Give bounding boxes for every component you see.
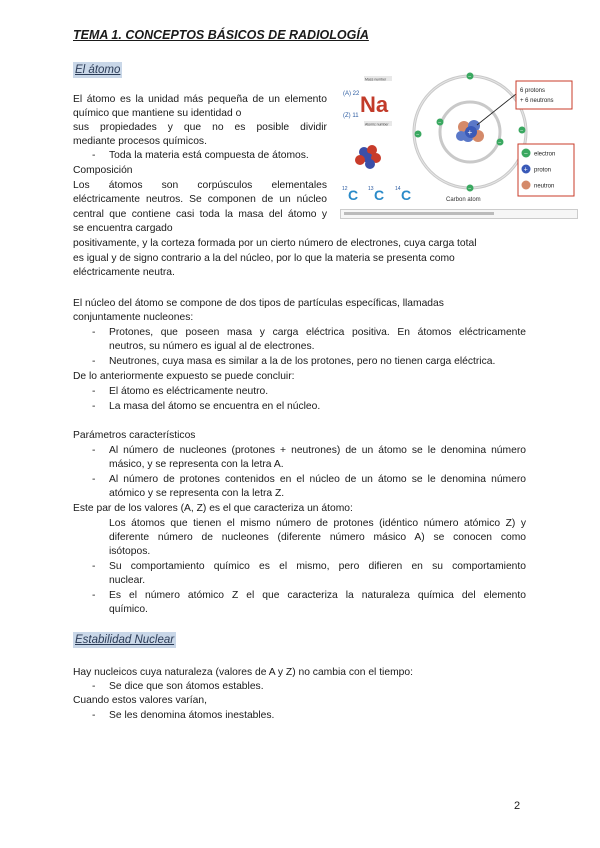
composicion-line-4: se encuentra cargado [73, 223, 173, 234]
bullet-dash: - [92, 150, 96, 161]
svg-text:+: + [523, 166, 528, 174]
parametros-bullet-1b: másico, y se representa con la letra A. [109, 459, 284, 470]
nucleus-label-box [516, 81, 572, 109]
svg-text:–: – [524, 151, 528, 158]
section-heading-atomo: El átomo [75, 64, 121, 76]
bullet-dash: - [92, 445, 96, 456]
figure-caption-bar [340, 209, 578, 219]
isotope-c13-mass: 13 [368, 186, 374, 192]
intro-bullet-1: Toda la materia está compuesta de átomos. [109, 150, 309, 161]
bullet-dash: - [92, 710, 96, 721]
parametros-bullet-2b: atómico y se representa con la letra Z. [109, 488, 285, 499]
bullet-dash: - [92, 590, 96, 601]
parametros-bullet-3a: Su comportamiento químico es el mismo, pero difieren en su comportamiento [109, 561, 526, 572]
svg-text:–: – [468, 74, 472, 80]
composicion-line-5: positivamente, y la corteza formada por un cierto número de electrones, cuya carga total [73, 238, 477, 249]
bullet-dash: - [92, 561, 96, 572]
parametros-bullet-3b: nuclear. [109, 575, 146, 586]
atom-figure [340, 70, 576, 220]
bullet-dash: - [92, 401, 96, 412]
carbon-atom-diagram [414, 73, 526, 204]
atom-caption: Carbon atom [446, 197, 481, 203]
isotope-c13-symbol: C [374, 187, 385, 203]
atomic-number-label: (Z) 11 [343, 113, 359, 119]
svg-text:+: + [467, 128, 473, 137]
isotope-c14-symbol: C [401, 187, 412, 203]
intro-line-1: El átomo es la unidad más pequeña de un elemento [73, 94, 327, 105]
mass-number-label: (A) 22 [343, 91, 360, 97]
intro-line-4: mediante procesos químicos. [73, 136, 207, 147]
estabilidad-line-2: Cuando estos valores varían, [73, 695, 207, 706]
atomic-note: Atomic number [365, 122, 389, 127]
nucleo-line-1: El núcleo del átomo se compone de dos tipos de partículas específicas, llamadas [73, 298, 444, 309]
carbon-isotopes [342, 186, 411, 203]
bullet-dash: - [92, 474, 96, 485]
estabilidad-bullet-2: Se les denomina átomos inestables. [109, 710, 275, 721]
isotope-c14-mass: 14 [395, 186, 401, 192]
parametros-par: Este par de los valores (A, Z) es el que caracteriza un átomo: [73, 503, 353, 514]
legend-electron: electron [534, 151, 556, 158]
intro-line-3: sus propiedades y que no es posible dividir [73, 122, 327, 133]
nucleo-conclusion: De lo anteriormente expuesto se puede concluir: [73, 371, 295, 382]
estabilidad-bullet-1: Se dice que son átomos estables. [109, 681, 264, 692]
section-heading-estabilidad: Estabilidad Nuclear [75, 634, 175, 646]
isotopos-line-2: diferente número de nucleones (diferente número másico A) se conocen como [109, 532, 526, 543]
intro-line-2: químico que mantiene su identidad o [73, 108, 242, 119]
nucleo-bullet-1b: neutros, su número es igual al de electrones. [109, 341, 315, 352]
particle-legend [518, 144, 574, 196]
parametros-bullet-4b: químico. [109, 604, 148, 615]
isotope-c12-mass: 12 [342, 186, 348, 192]
isotopos-line-3: isótopos. [109, 546, 151, 557]
nucleus-label-neutrons: + 6 neutrons [520, 98, 554, 104]
nucleo-bullet-1a: Protones, que poseen masa y carga eléctrica positiva. En átomos eléctricamente [109, 327, 526, 338]
svg-text:–: – [416, 132, 420, 138]
svg-text:–: – [520, 128, 524, 134]
nucleo-conclusion-2: La masa del átomo se encuentra en el núcleo. [109, 401, 321, 412]
parametros-heading: Parámetros característicos [73, 430, 196, 441]
bullet-dash: - [92, 681, 96, 692]
svg-text:–: – [468, 186, 472, 192]
bullet-dash: - [92, 386, 96, 397]
svg-text:–: – [498, 140, 502, 146]
isotopos-line-1: Los átomos que tienen el mismo número de protones (idéntico número atómico Z) y [109, 518, 526, 529]
nucleus-cluster-icon [355, 145, 381, 169]
nucleo-bullet-2: Neutrones, cuya masa es similar a la de los protones, pero no tienen carga eléctrica. [109, 356, 496, 367]
isotope-c12-symbol: C [348, 187, 359, 203]
estabilidad-line-1: Hay nucleicos cuya naturaleza (valores de A y Z) no cambia con el tiempo: [73, 667, 413, 678]
legend-proton: proton [534, 167, 552, 174]
nucleus-label-protons: 6 protons [520, 88, 546, 94]
nucleo-line-2: conjuntamente nucleones: [73, 312, 194, 323]
svg-text:–: – [438, 120, 442, 126]
composicion-line-3: central que contiene casi toda la masa del átomo y [73, 209, 327, 220]
sodium-element-box [343, 76, 392, 127]
legend-neutron: neutron [534, 183, 555, 190]
page-number: 2 [514, 800, 521, 812]
composicion-heading: Composición [73, 165, 133, 176]
element-symbol: Na [360, 92, 389, 117]
bullet-dash: - [92, 356, 96, 367]
parametros-bullet-2a: Al número de protones contenidos en el núcleo de un átomo se le denomina número [109, 474, 526, 485]
composicion-line-1: Los átomos son corpúsculos elementales [73, 180, 327, 191]
composicion-line-6: es igual y de signo contrario a la del núcleo, por lo que la materia se presenta como [73, 253, 455, 264]
page-title: TEMA 1. CONCEPTOS BÁSICOS DE RADIOLOGÍA [73, 28, 369, 42]
nucleo-conclusion-1: El átomo es eléctricamente neutro. [109, 386, 269, 397]
composicion-line-7: eléctricamente neutra. [73, 267, 175, 278]
parametros-bullet-4a: Es el número atómico Z el que caracteriza la naturaleza química del elemento [109, 590, 526, 601]
mass-note: Mass number [365, 77, 387, 82]
bullet-dash: - [92, 327, 96, 338]
composicion-line-2: eléctricamente neutros. Se componen de un núcleo [73, 194, 327, 205]
parametros-bullet-1a: Al número de nucleones (protones + neutrones) de un átomo se le denomina número [109, 445, 526, 456]
